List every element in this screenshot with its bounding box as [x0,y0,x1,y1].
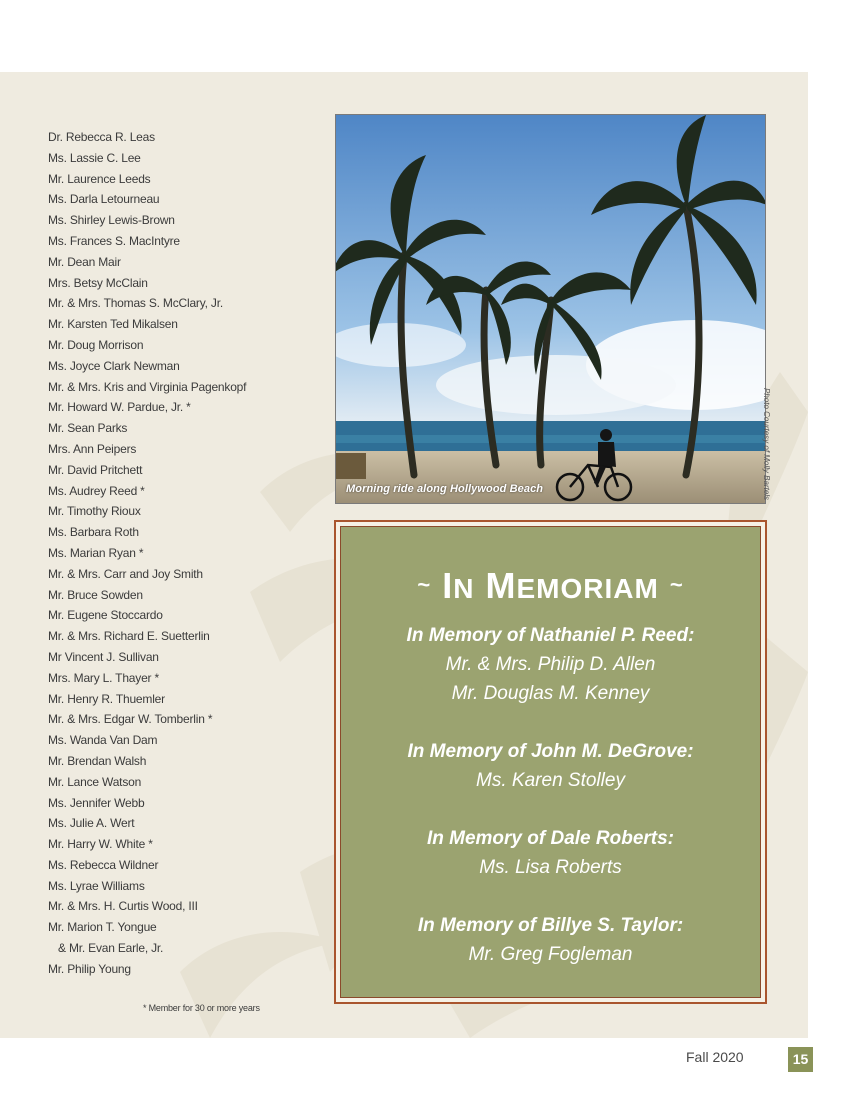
donor-name: Mr. & Mrs. H. Curtis Wood, III [48,899,198,914]
donor-name: Mr. David Pritchett [48,462,143,477]
memorial-heading: In Memory of Billye S. Taylor: [417,915,684,936]
title-suffix: ~ [669,572,684,597]
member-footnote: * Member for 30 or more years [143,1003,260,1013]
donor-name: Ms. Lassie C. Lee [48,150,141,165]
photo-caption: Morning ride along Hollywood Beach [346,483,544,495]
title-rest-1: N [453,573,475,604]
memorial-section-degrove [341,737,760,795]
donor-name: Mr. Dean Mair [48,254,121,269]
title-rest-2: EMORIAM [516,573,659,604]
donor-name: Mr Vincent J. Sullivan [48,649,159,664]
donor-name: Mr. & Mrs. Thomas S. McClary, Jr. [48,296,223,311]
donor-list [48,127,318,980]
donor-name: Ms. Jennifer Webb [48,795,145,810]
donor-name: Ms. Barbara Roth [48,525,139,540]
donor-name: Mr. Philip Young [48,961,131,976]
issue-label: Fall 2020 [686,1049,744,1065]
donor-name: Ms. Rebecca Wildner [48,857,159,872]
donor-name: Mr. Brendan Walsh [48,753,147,768]
memorial-heading: In Memory of Dale Roberts: [426,828,675,849]
donor-name: Mrs. Ann Peipers [48,441,137,456]
donor-name: Ms. Joyce Clark Newman [48,358,180,373]
donor-name: Ms. Audrey Reed * [48,483,145,498]
in-memoriam-title [341,565,760,607]
donor-name: Mr. Howard W. Pardue, Jr. * [48,400,191,415]
donor-name: Mr. & Mrs. Kris and Virginia Pagenkopf [48,379,247,394]
page-number: 15 [788,1047,813,1072]
title-initial-2: M [485,565,517,606]
donor-name: Mr. Bruce Sowden [48,587,143,602]
donor-name: Mr. Karsten Ted Mikalsen [48,317,178,332]
donor-name: & Mr. Evan Earle, Jr. [58,941,164,956]
donor-name: Mr. Doug Morrison [48,337,144,352]
donor-name: Mr. Eugene Stoccardo [48,608,163,623]
donor-name: Dr. Rebecca R. Leas [48,130,155,144]
memorial-donor: Mr. Douglas M. Kenney [451,683,650,704]
in-memoriam-box [334,520,767,1004]
donor-name: Ms. Marian Ryan * [48,545,144,560]
donor-name: Ms. Wanda Van Dam [48,733,158,748]
palm-beach-illustration [336,115,766,504]
memorial-section-reed [341,621,760,708]
memorial-heading: In Memory of John M. DeGrove: [407,741,694,762]
donor-name: Mr. & Mrs. Carr and Joy Smith [48,566,203,581]
donor-name: Mr. Sean Parks [48,421,128,436]
in-memoriam-panel [340,526,761,998]
donor-name: Mr. Lance Watson [48,774,142,789]
donor-name: Mrs. Mary L. Thayer * [48,670,159,685]
donor-name: Mrs. Betsy McClain [48,275,148,290]
donor-name: Mr. & Mrs. Edgar W. Tomberlin * [48,712,213,727]
memorial-heading: In Memory of Nathaniel P. Reed: [406,625,695,646]
title-prefix: ~ [417,572,432,597]
donor-name: Mr. Laurence Leeds [48,171,151,186]
memorial-donor: Ms. Lisa Roberts [479,857,622,878]
donor-name: Mr. & Mrs. Richard E. Suetterlin [48,629,210,644]
memorial-section-roberts [341,824,760,882]
donor-name: Ms. Julie A. Wert [48,816,135,831]
beach-photo [335,114,766,504]
donor-name: Mr. Marion T. Yongue [48,920,157,935]
donor-name: Ms. Lyrae Williams [48,878,145,893]
donor-name: Ms. Frances S. MacIntyre [48,233,180,248]
donor-name: Mr. Henry R. Thuemler [48,691,165,706]
photo-credit: Photo Courtesy of Molly Bartels [762,388,771,501]
donor-name: Mr. Harry W. White * [48,837,153,852]
donor-name: Mr. Timothy Rioux [48,504,141,519]
title-initial-1: I [442,565,454,606]
memorial-donor: Mr. & Mrs. Philip D. Allen [445,654,656,675]
memorial-donor: Mr. Greg Fogleman [468,944,633,965]
donor-name: Ms. Darla Letourneau [48,192,160,207]
donor-name: Ms. Shirley Lewis-Brown [48,213,175,228]
memorial-section-taylor [341,911,760,969]
memorial-donor: Ms. Karen Stolley [476,770,625,791]
